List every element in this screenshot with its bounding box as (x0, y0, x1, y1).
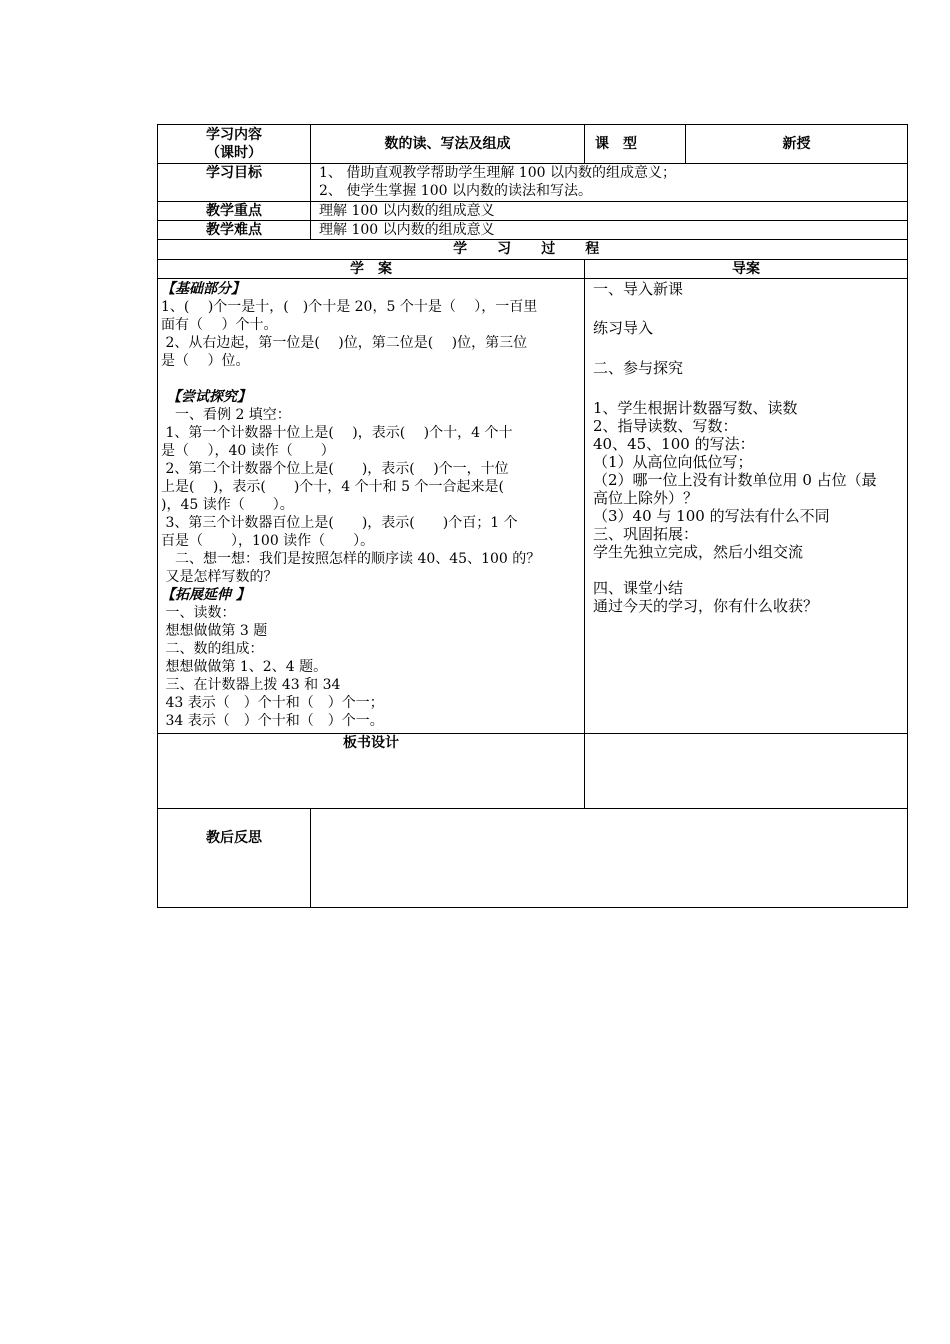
process-title-row (158, 240, 908, 260)
guide-plan-content (585, 279, 908, 734)
guide-step-3-detail: 学生先独立完成，然后小组交流 (593, 543, 804, 561)
explore-line-6: )，45 读作（ ）。 (161, 497, 294, 513)
goals-content (311, 164, 908, 202)
guide-step-2-line-1: 1、学生根据计数器写数、读数 (593, 399, 798, 417)
extend-section-title: 【拓展延伸 】 (161, 587, 250, 603)
lesson-plan-table (157, 124, 908, 908)
guide-step-2-line-5: （2）哪一位上没有计数单位用 0 占位（最 (593, 471, 877, 489)
guide-step-1-detail: 练习导入 (593, 319, 654, 337)
guide-step-2: 二、参与探究 (593, 359, 684, 377)
guide-step-2-line-6: 高位上除外）？ (593, 489, 699, 507)
explore-line-2: 1、第一个计数器十位上是( )，表示( )个十，4 个十 (161, 425, 513, 441)
key-point-value: 理解 100 以内数的组成意义 (311, 202, 908, 221)
content-value: 数的读、写法及组成 (311, 125, 585, 164)
guide-step-1: 一、导入新课 (593, 280, 684, 298)
key-point-label: 教学重点 (158, 202, 311, 221)
goals-label: 学习目标 (158, 164, 311, 202)
content-label-line1: 学习内容 (206, 127, 262, 143)
extend-line-2: 想想做做第 3 题 (161, 623, 268, 639)
columns-row (158, 260, 908, 279)
type-value: 新授 (686, 125, 908, 164)
explore-line-5: 上是( )，表示( )个十，4 个十和 5 个一合起来是( (161, 479, 504, 495)
guide-step-2-line-4: （1）从高位向低位写； (593, 453, 753, 471)
extend-line-7: 34 表示（ ）个十和（ ）个一。 (161, 713, 384, 729)
goal-item-1: 1、 借助直观教学帮助学生理解 100 以内数的组成意义； (319, 165, 676, 181)
reflection-content (311, 809, 908, 908)
key-point-row (158, 202, 908, 221)
guide-step-4-detail: 通过今天的学习，你有什么收获？ (593, 597, 819, 615)
basic-line-1: 1、( )个一是十，( )个十是 20，5 个十是（ ），一百里 (161, 299, 538, 315)
board-design-label: 板书设计 (158, 734, 585, 809)
basic-line-2: 面有（ ）个十。 (161, 317, 278, 333)
explore-line-8: 百是（ ），100 读作（ ）。 (161, 533, 375, 549)
type-label: 课 型 (585, 125, 686, 164)
content-label-cell (158, 125, 311, 164)
guide-step-4: 四、课堂小结 (593, 579, 684, 597)
study-plan-header: 学 案 (158, 260, 585, 279)
header-row (158, 125, 908, 164)
basic-section-title: 【基础部分】 (161, 281, 245, 297)
guide-step-2-line-3: 40、45、100 的写法： (593, 435, 755, 453)
explore-line-10: 又是怎样写数的？ (161, 569, 278, 585)
basic-line-3: 2、从右边起，第一位是( )位，第二位是( )位，第三位 (161, 335, 528, 351)
guide-plan-header: 导案 (585, 260, 908, 279)
reflection-row (158, 809, 908, 908)
study-plan-content (158, 279, 585, 734)
explore-line-1: 一、看例 2 填空： (161, 407, 291, 423)
basic-line-4: 是（ ）位。 (161, 353, 250, 369)
goals-row (158, 164, 908, 202)
guide-step-2-line-7: （3）40 与 100 的写法有什么不同 (593, 507, 830, 525)
process-content-row (158, 279, 908, 734)
explore-line-3: 是（ ），40 读作（ ） (161, 443, 335, 459)
explore-line-4: 2、第二个计数器个位上是( )，表示( )个一，十位 (161, 461, 509, 477)
difficulty-row (158, 221, 908, 240)
explore-line-7: 3、第三个计数器百位上是( )，表示( )个百；1 个 (161, 515, 518, 531)
explore-section-title: 【尝试探究】 (167, 389, 251, 405)
spacer (161, 370, 580, 388)
process-title: 学 习 过 程 (158, 240, 908, 260)
difficulty-label: 教学难点 (158, 221, 311, 240)
reflection-label: 教后反思 (158, 809, 311, 908)
content-label-line2: （课时） (206, 145, 262, 161)
guide-step-3: 三、巩固拓展： (593, 525, 699, 543)
extend-line-1: 一、读数： (161, 605, 236, 621)
extend-line-6: 43 表示（ ）个十和（ ）个一； (161, 695, 384, 711)
board-design-row (158, 734, 908, 809)
board-design-content (585, 734, 908, 809)
extend-line-3: 二、数的组成： (161, 641, 264, 657)
goal-item-2: 2、 使学生掌握 100 以内数的读法和写法。 (319, 183, 592, 199)
difficulty-value: 理解 100 以内数的组成意义 (311, 221, 908, 240)
extend-line-5: 三、在计数器上拨 43 和 34 (161, 677, 341, 693)
explore-line-9: 二、想一想：我们是按照怎样的顺序读 40、45、100 的？ (161, 551, 541, 567)
guide-step-2-line-2: 2、指导读数、写数： (593, 417, 738, 435)
extend-line-4: 想想做做第 1、2、4 题。 (161, 659, 328, 675)
